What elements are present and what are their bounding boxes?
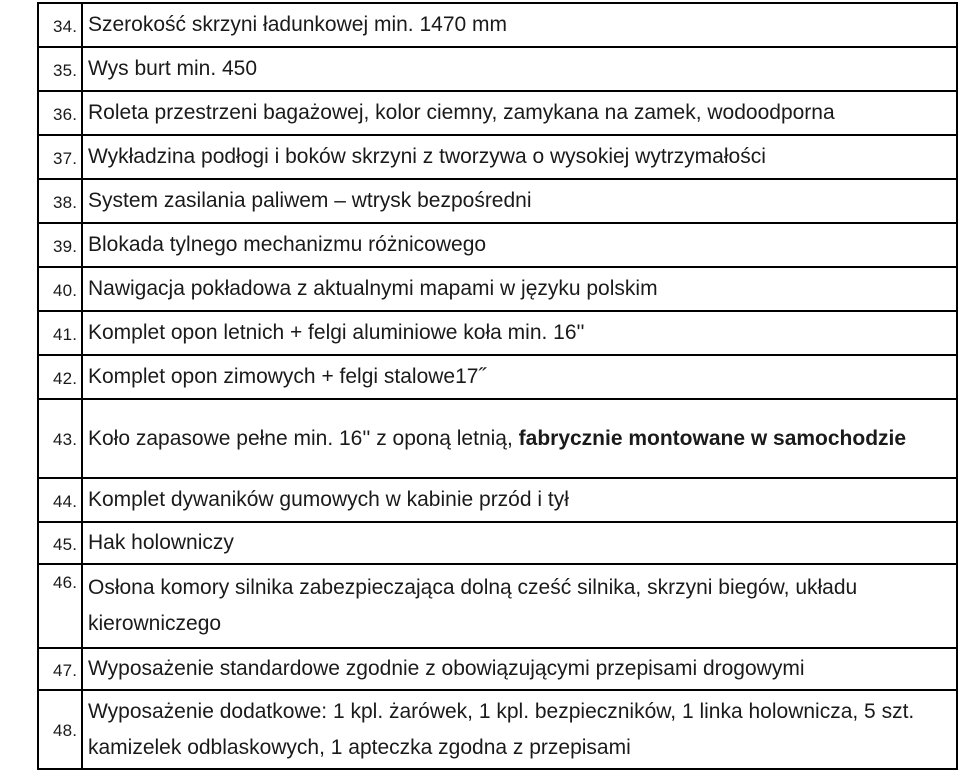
text-part: Blokada tylnego mechanizmu różnicowego <box>88 233 487 256</box>
table-row <box>38 648 957 690</box>
row-text <box>82 564 957 648</box>
row-number: 47. <box>38 648 82 690</box>
table-row <box>38 690 957 769</box>
row-number: 44. <box>38 478 82 522</box>
row-number: 43. <box>38 399 82 478</box>
row-text <box>82 179 957 223</box>
row-number: 38. <box>38 179 82 223</box>
row-number: 35. <box>38 47 82 91</box>
text-part: Szerokość skrzyni ładunkowej min. 1470 mm <box>88 13 507 36</box>
text-part: Wys burt min. 450 <box>88 57 258 80</box>
row-text <box>82 3 957 47</box>
text-part-bold: fabrycznie montowane w samochodzie <box>518 426 907 450</box>
text-part: Wyposażenie dodatkowe: 1 kpl. żarówek, 1 kpl. bezpieczników, 1 linka holownicza, 5 szt. kamizelek odblaskowych, 1 apteczka zgodna z przepisami <box>88 699 915 759</box>
row-number: 34. <box>38 3 82 47</box>
table-row <box>38 135 957 179</box>
row-text <box>82 223 957 267</box>
row-text <box>82 267 957 311</box>
text-part: Komplet opon letnich + felgi aluminiowe koła min. 16'' <box>88 321 585 344</box>
row-text <box>82 47 957 91</box>
row-number: 46. <box>38 564 82 648</box>
table-row <box>38 223 957 267</box>
row-number: 42. <box>38 355 82 399</box>
text-part: Nawigacja pokładowa z aktualnymi mapami w języku polskim <box>88 277 658 300</box>
row-number: 37. <box>38 135 82 179</box>
text-part: Komplet dywaników gumowych w kabinie przód i tył <box>88 488 569 511</box>
text-part: Hak holowniczy <box>88 531 234 554</box>
row-number: 39. <box>38 223 82 267</box>
row-text <box>82 648 957 690</box>
row-number: 45. <box>38 522 82 564</box>
text-part: Osłona komory silnika zabezpieczająca dolną cześć silnika, skrzyni biegów, układu kierowniczego <box>88 576 858 635</box>
table-row <box>38 564 957 648</box>
table-row <box>38 91 957 135</box>
row-text <box>82 135 957 179</box>
text-part: System zasilania paliwem – wtrysk bezpośredni <box>88 189 532 212</box>
text-part: Komplet opon zimowych + felgi stalowe17˝ <box>88 365 486 388</box>
text-part: Roleta przestrzeni bagażowej, kolor ciemny, zamykana na zamek, wodoodporna <box>88 101 835 124</box>
table-row <box>38 3 957 47</box>
table-row <box>38 522 957 564</box>
row-text <box>82 399 957 478</box>
table-row <box>38 399 957 478</box>
row-number: 36. <box>38 91 82 135</box>
row-text <box>82 478 957 522</box>
row-number: 48. <box>38 690 82 769</box>
row-text <box>82 91 957 135</box>
row-number: 41. <box>38 311 82 355</box>
table-row <box>38 311 957 355</box>
table-row <box>38 267 957 311</box>
row-number: 40. <box>38 267 82 311</box>
table-row <box>38 179 957 223</box>
table-row <box>38 478 957 522</box>
table-row <box>38 47 957 91</box>
table-row <box>38 355 957 399</box>
text-part: Wykładzina podłogi i boków skrzyni z tworzywa o wysokiej wytrzymałości <box>88 145 766 168</box>
row-text <box>82 690 957 769</box>
row-text <box>82 311 957 355</box>
text-part: Wyposażenie standardowe zgodnie z obowiązującymi przepisami drogowymi <box>88 657 805 680</box>
text-part: Koło zapasowe pełne min. 16'' z oponą letnią, <box>88 426 519 450</box>
row-text <box>82 522 957 564</box>
specification-table <box>37 2 958 770</box>
row-text <box>82 355 957 399</box>
